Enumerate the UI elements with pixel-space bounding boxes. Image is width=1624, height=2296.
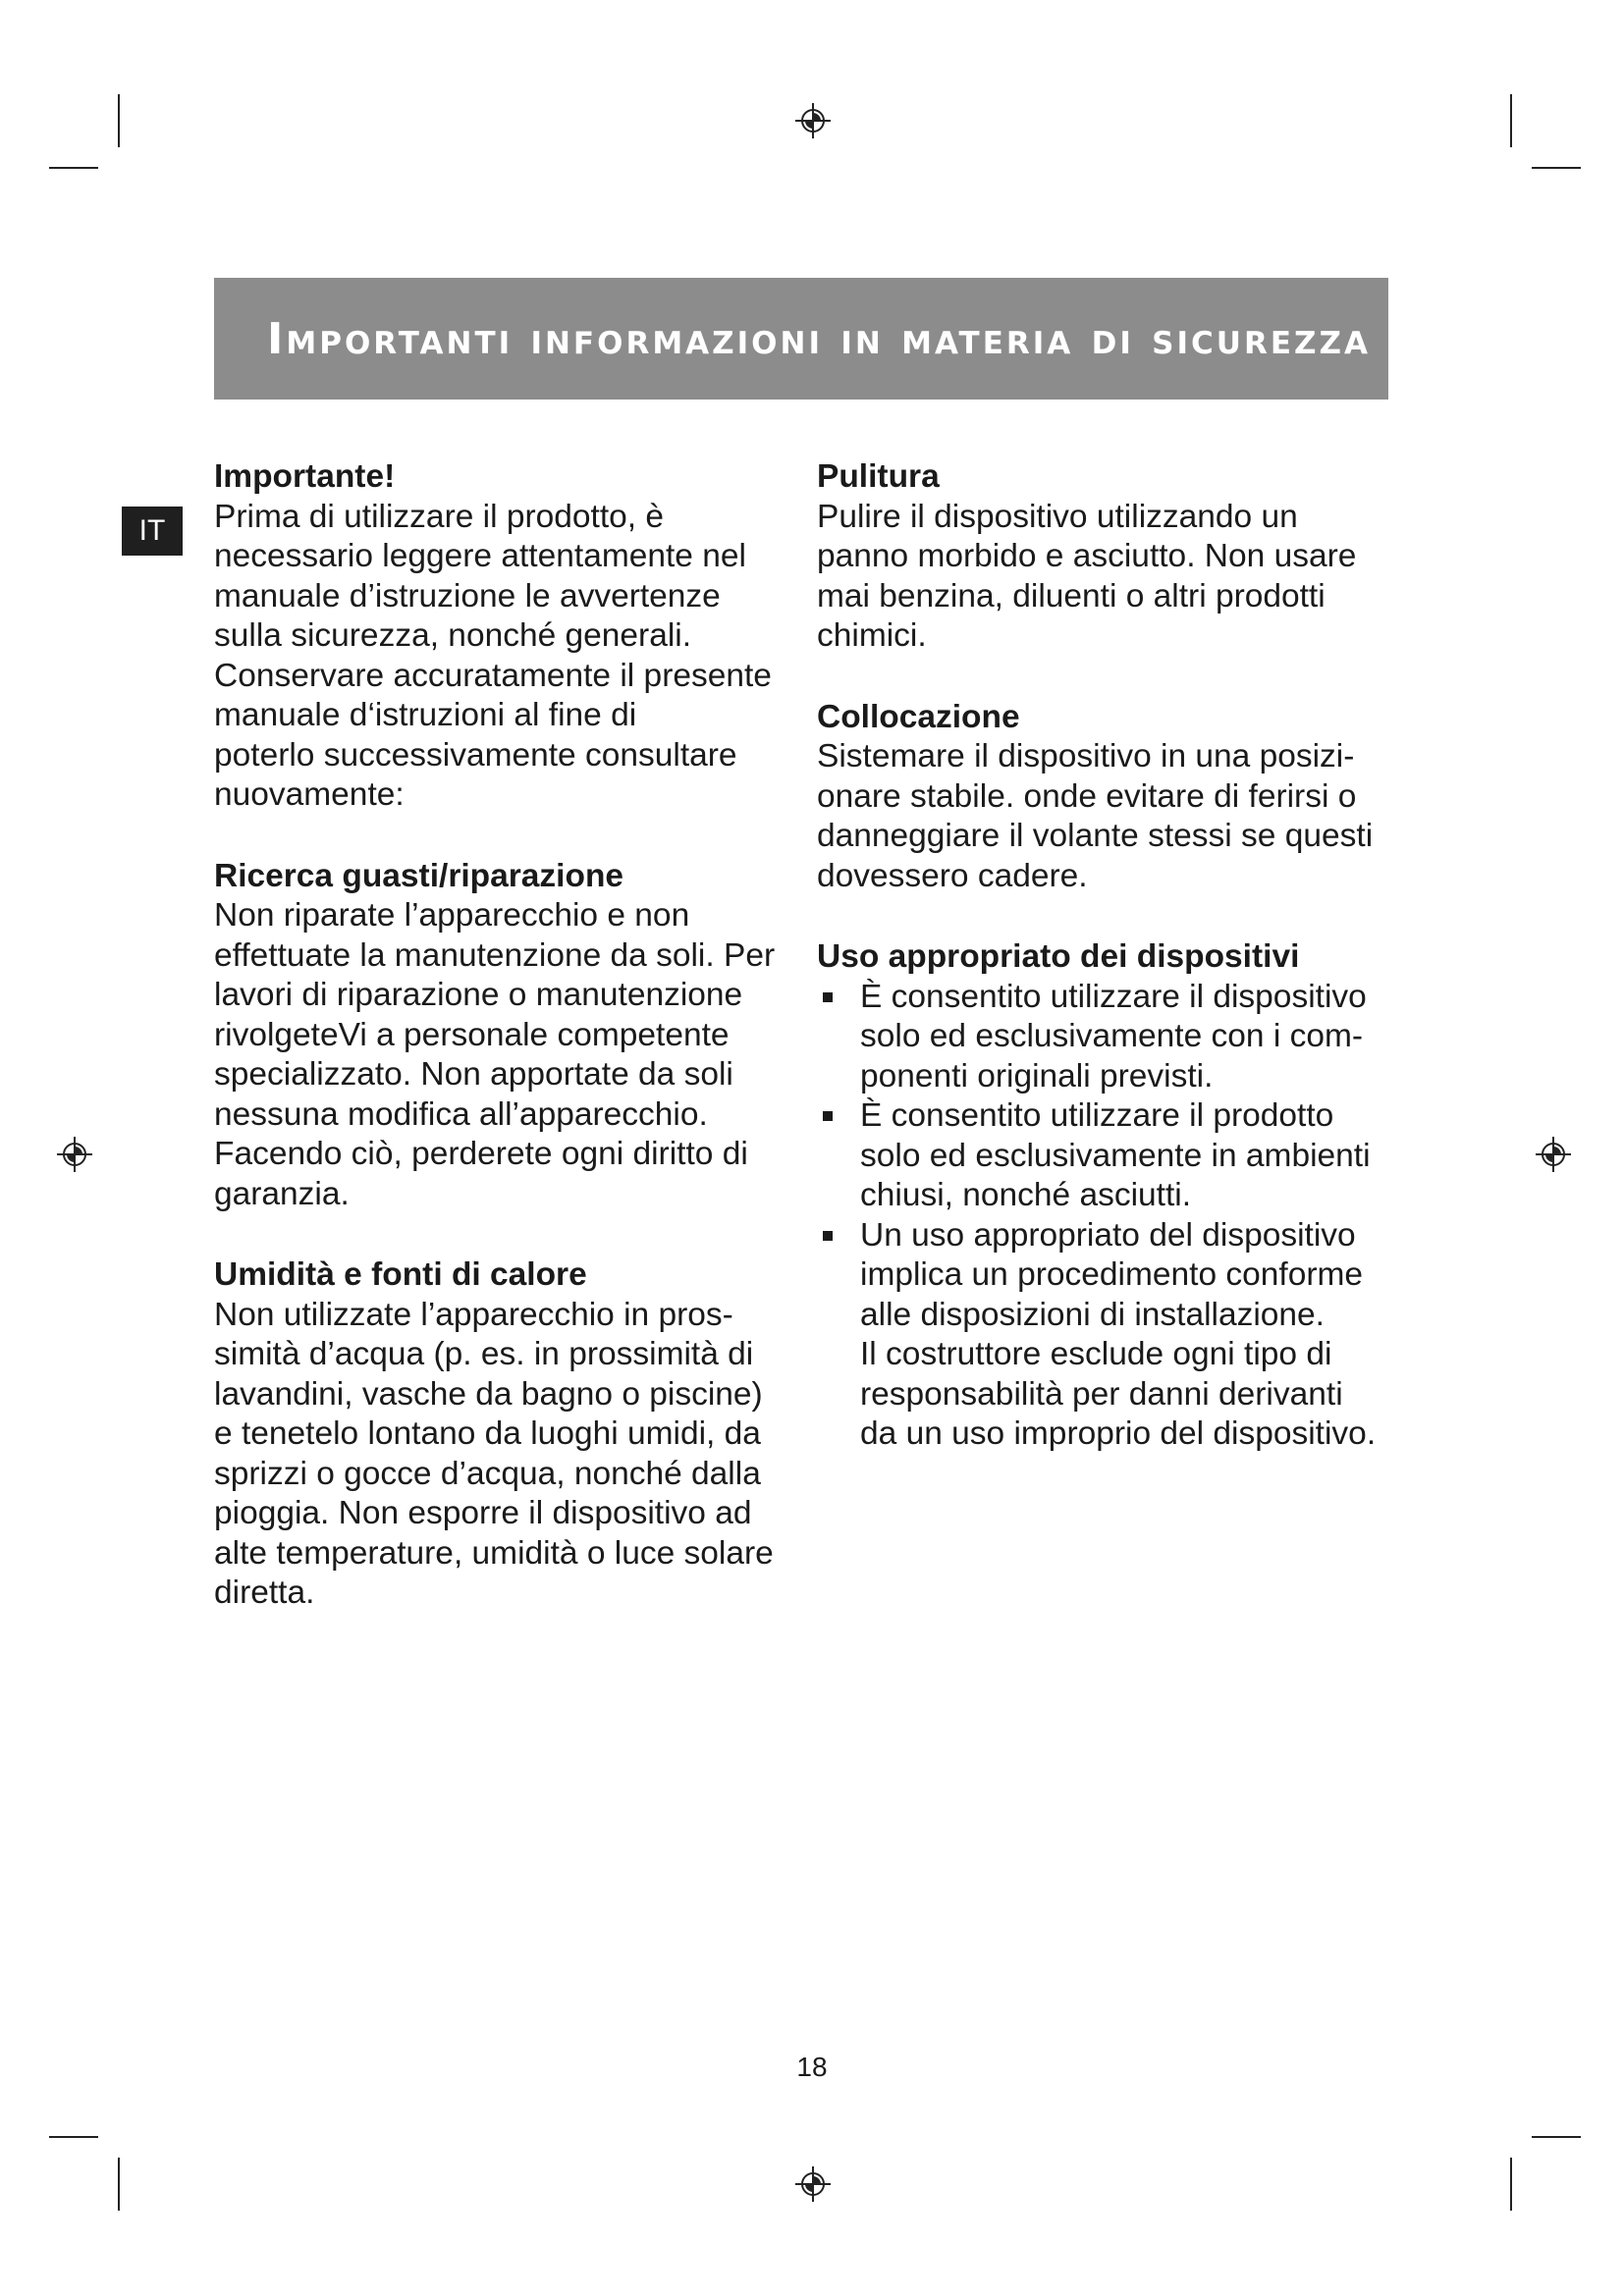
bullet-icon (823, 1231, 833, 1241)
section-body: Prima di utilizzare il prodotto, è necessario leggere attentamente nel manuale d’istruzione le avvertenze sulla sicurezza, nonché generali. Conservare accuratamente il presente manuale d‘istruzioni al fine di poterlo successivamente consultare nuovamente: (214, 498, 772, 813)
section-proper-use (817, 937, 1416, 1455)
right-column (817, 457, 1416, 1496)
section-body: Pulire il dispositivo utilizzando un panno morbido e asciutto. Non usare mai benzina, diluenti o altri prodotti chimici. (817, 498, 1357, 654)
section-heading: Uso appropriato dei dispositivi (817, 938, 1300, 975)
section-cleaning (817, 457, 1416, 657)
crop-mark (49, 2136, 98, 2138)
list-item (817, 1096, 1416, 1216)
section-heading: Importante! (214, 458, 396, 495)
page-title: Importanti informazioni in materia di sicurezza (267, 313, 1371, 364)
registration-mark-icon (793, 2164, 833, 2204)
list-item-text: Un uso appropriato del dispositivo implica un procedimento conforme alle disposizioni di installazione. Il costruttore esclude ogni tipo di responsabilità per danni derivanti da un uso improprio del dispositivo. (860, 1216, 1377, 1452)
section-body: Non utilizzate l’apparecchio in pros- simità d’acqua (p. es. in prossimità di lavandini, vasche da bagno o piscine) e tenetelo lontano da luoghi umidi, da sprizzi o gocce d’acqua, nonché dalla pioggia. Non esporre il dispositivo ad alte temperature, umidità o luce solare diretta. (214, 1296, 774, 1611)
crop-mark (118, 2158, 120, 2211)
list-item (817, 978, 1416, 1097)
section-troubleshooting (214, 857, 803, 1215)
crop-mark (1532, 167, 1581, 169)
section-body: Sistemare il dispositivo in una posizi- onare stabile. onde evitare di ferirsi o danneggiare il volante stessi se questi dovessero cadere. (817, 738, 1374, 894)
list-item-text: È consentito utilizzare il dispositivo solo ed esclusivamente con i com- ponenti originali previsti. (860, 978, 1367, 1095)
section-heading: Umidità e fonti di calore (214, 1256, 587, 1293)
section-header-bar (214, 278, 1388, 400)
bullet-icon (823, 992, 833, 1002)
crop-mark (1532, 2136, 1581, 2138)
section-heading: Collocazione (817, 698, 1020, 735)
list-item-text: È consentito utilizzare il prodotto solo ed esclusivamente in ambienti chiusi, nonché asciutti. (860, 1097, 1371, 1213)
registration-mark-icon (1534, 1135, 1573, 1174)
crop-mark (1510, 94, 1512, 147)
section-heading: Ricerca guasti/riparazione (214, 857, 624, 894)
registration-mark-icon (55, 1135, 94, 1174)
list-item (817, 1216, 1416, 1455)
section-heading: Pulitura (817, 458, 940, 495)
section-humidity (214, 1255, 803, 1614)
language-tab: IT (122, 507, 183, 556)
bullet-list (817, 978, 1416, 1455)
section-body: Non riparate l’apparecchio e non effettuate la manutenzione da soli. Per lavori di riparazione o manutenzione rivolgeteVi a personale competente specializzato. Non apportate da soli nessuna modifica all’apparecchio. Facendo ciò, perderete ogni diritto di garanzia. (214, 897, 776, 1212)
registration-mark-icon (793, 101, 833, 140)
bullet-icon (823, 1111, 833, 1121)
section-important (214, 457, 803, 816)
crop-mark (118, 94, 120, 147)
section-placement (817, 698, 1416, 897)
crop-mark (1510, 2158, 1512, 2211)
page-number: 18 (796, 2052, 828, 2082)
left-column (214, 457, 803, 1655)
crop-mark (49, 167, 98, 169)
